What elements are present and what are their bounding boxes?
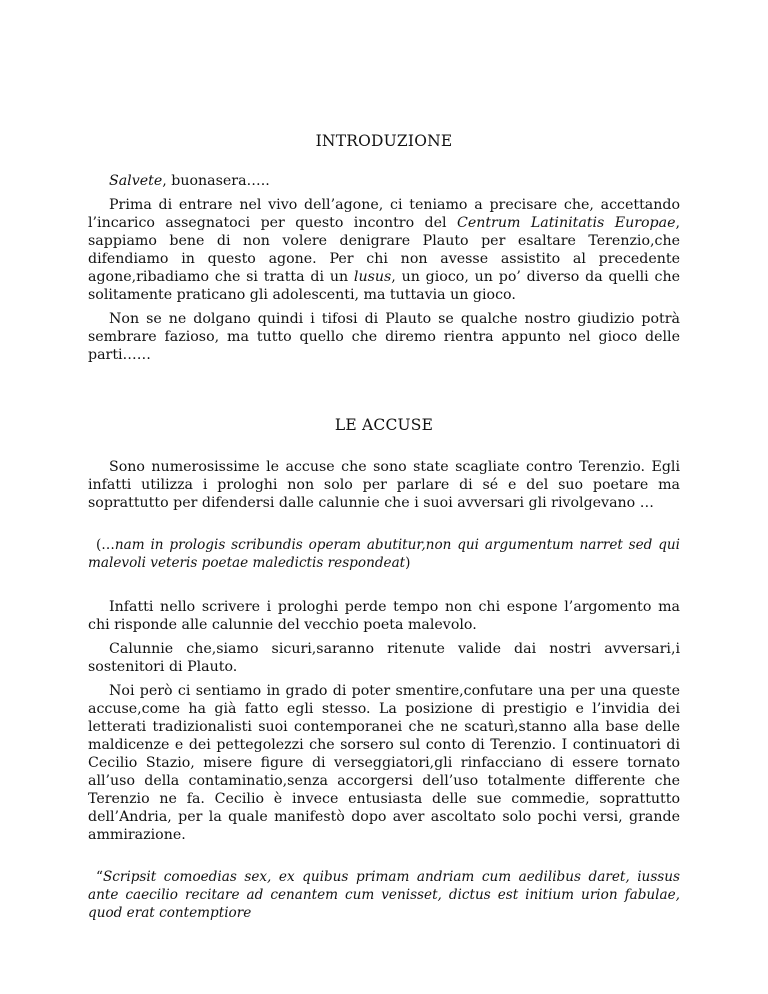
latin-quote-prologis (88, 536, 680, 572)
quote-close: ) (405, 555, 411, 571)
section-heading-introduzione: INTRODUZIONE (315, 132, 453, 150)
lusus-word: lusus (353, 269, 392, 285)
intro-paragraph-3: Non se ne dolgano quindi i tifosi di Plauto se qualche nostro giudizio potrà sembrare fazioso, ma tutto quello che diremo rientra appunto nel gioco delle parti…… (88, 311, 680, 363)
salvete-word: Salvete (109, 173, 163, 189)
intro-paragraph-1 (88, 172, 680, 190)
document-body (88, 132, 680, 922)
accuse-paragraph-2: Infatti nello scrivere i prologhi perde tempo non chi espone l’argomento ma chi risponde alle calunnie del vecchio poeta malevolo. (88, 599, 680, 633)
intro-paragraph-2-text-b: , sappiamo bene di non volere denigrare Plauto per esaltare Terenzio,che difendiamo in questo agone. Per chi non avesse assistito al precedente agone,ribadiamo che si tratta di un (88, 215, 680, 285)
section-heading-le-accuse: LE ACCUSE (334, 416, 434, 434)
accuse-paragraph-3: Calunnie che,siamo sicuri,saranno ritenute valide dai nostri avversari,i sostenitori di Plauto. (88, 641, 680, 675)
quote-open: (… (96, 537, 115, 553)
accuse-paragraph-1: Sono numerosissime le accuse che sono state scagliate contro Terenzio. Egli infatti utilizza i prologhi non solo per parlare di sé e del suo poetare ma soprattutto per difendersi dalle calunnie che i suoi avversari gli rivolgevano … (88, 459, 680, 511)
accuse-paragraph-4: Noi però ci sentiamo in grado di poter smentire,confutare una per una queste accuse,come ha già fatto egli stesso. La posizione di prestigio e l’invidia dei letterati tradizionalisti suoi contemporanei che ne scaturì,stanno alla base delle maldicenze e dei pettegolezzi che sorsero sul conto di Terenzio. I continuatori di Cecilio Stazio, misere figure di verseggiatori,gli rinfacciano di essere tornato all’uso della contaminatio,senza accorgersi dell’uso totalmente differente che Terenzio ne fa. Cecilio è invece entusiasta delle sue commedie, soprattutto dell’Andria, per la quale manifestò dopo aver ascoltato solo pochi versi, grande ammirazione. (88, 683, 680, 843)
intro-paragraph-2-text-c: , un gioco, un po’ diverso da quelli che solitamente praticano gli adolescenti, ma tuttavia un gioco. (88, 269, 680, 303)
intro-paragraph-2-text-a: Prima di entrare nel vivo dell’agone, ci teniamo a precisare che, accettando l’incarico assegnatoci per questo incontro del (88, 197, 680, 231)
quote-text: nam in prologis scribundis operam abutitur,non qui argumentum narret sed qui malevoli veteris poetae maledictis respondeat (88, 537, 680, 571)
latin-quote-scripsit (88, 868, 680, 922)
intro-paragraph-2 (88, 196, 680, 304)
intro-paragraph-1-text: , buonasera….. (162, 173, 270, 189)
quote-scripsit-text: Scripsit comoedias sex, ex quibus primam andriam cum aedilibus daret, iussus ante caecilio recitare ad cenantem cum venisset, dictus est initium urion fabulae, quod erat contemptiore (88, 869, 680, 921)
centrum-latinitatis-name: Centrum Latinitatis Europae (456, 215, 676, 231)
quote-open-mark: “ (96, 869, 103, 885)
